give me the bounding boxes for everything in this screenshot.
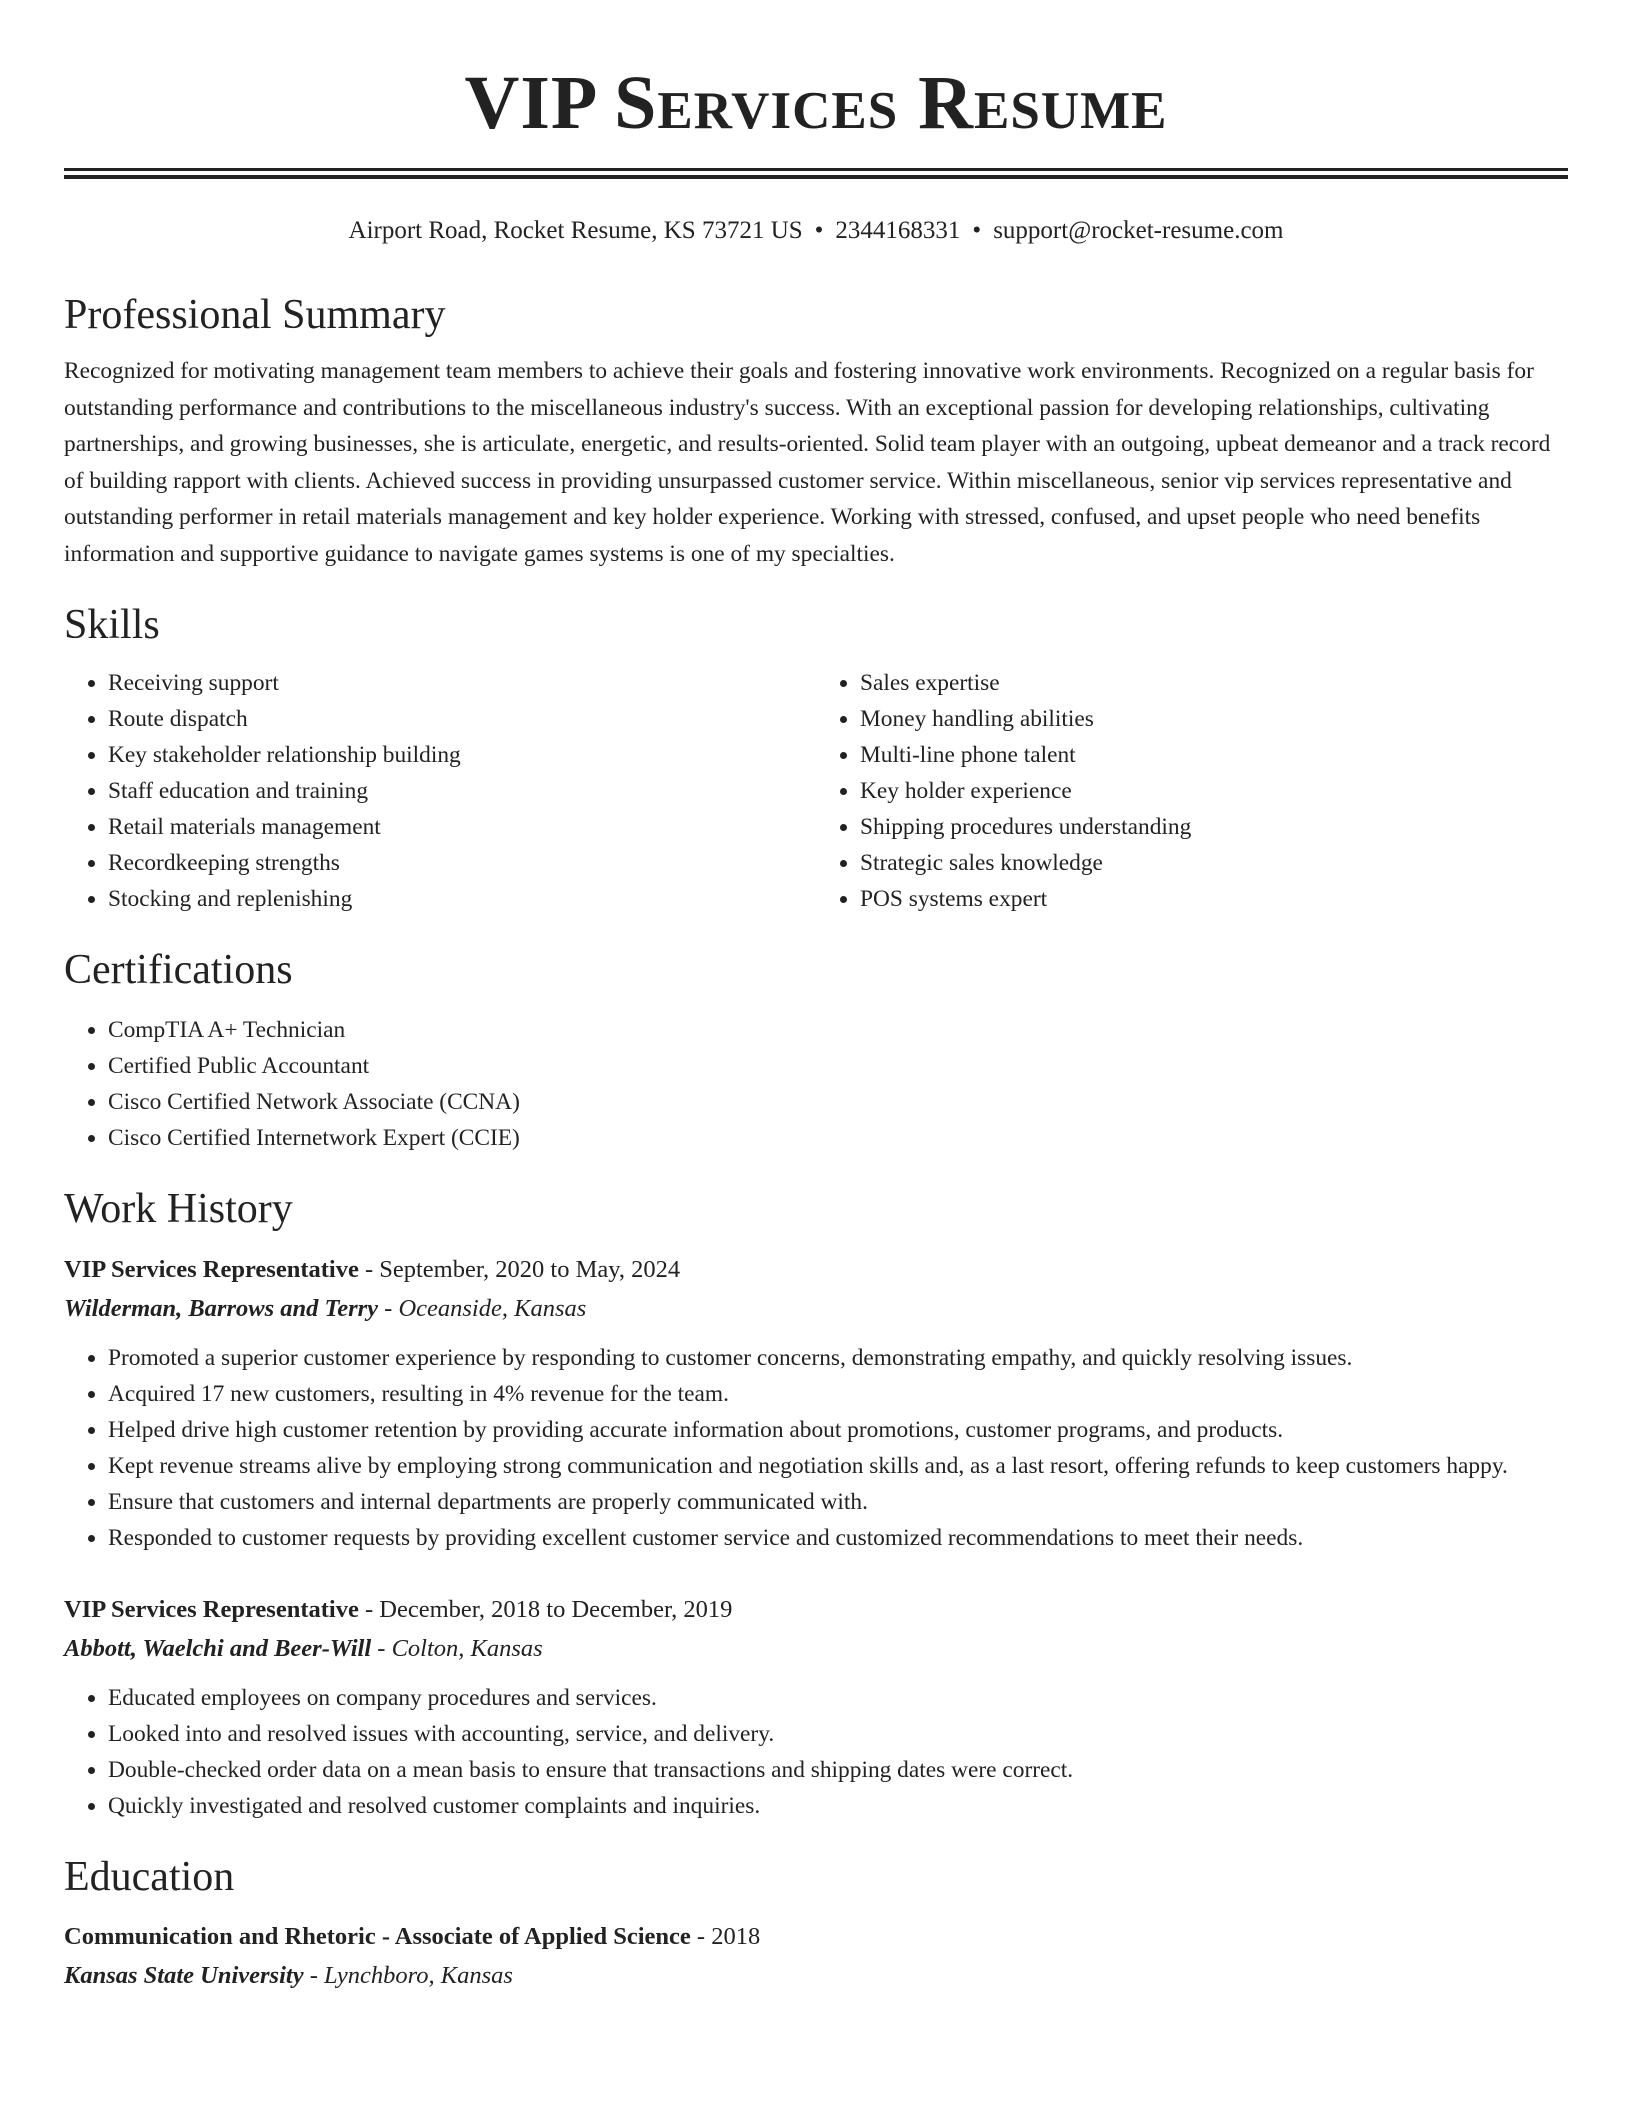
contact-line <box>64 215 1568 247</box>
job-bullet: • Ensure that customers and internal departments are properly communicated with. <box>108 1484 1568 1520</box>
job-company-line <box>64 1629 1568 1668</box>
job-title-line <box>64 1590 1568 1629</box>
job-bullet-list <box>64 1340 1568 1556</box>
job-bullet: • Responded to customer requests by providing excellent customer service and customized recommendations to meet their needs. <box>108 1520 1568 1556</box>
job-dates: - September, 2020 to May, 2024 <box>358 1256 681 1283</box>
skills-heading: Skills <box>64 602 160 648</box>
job-dates: - December, 2018 to December, 2019 <box>358 1596 733 1623</box>
job-company-line <box>64 1289 1568 1328</box>
skills-list-left <box>64 665 816 917</box>
skill-item: • Money handling abilities <box>860 701 1568 737</box>
certifications-heading: Certifications <box>64 947 293 993</box>
skill-item: • Route dispatch <box>108 701 816 737</box>
job-location: - Colton, Kansas <box>371 1635 543 1662</box>
title-divider <box>64 168 1568 179</box>
summary-text: Recognized for motivating management team members to achieve their goals and fostering innovative work environments. Recognized on a regular basis for outstanding performance and contributions to the miscellaneous industry's success. With an exceptional passion for developing relationships, cultivating partnerships, and growing businesses, she is articulate, energetic, and results-oriented. Solid team player with an outgoing, upbeat demeanor and a track record of building rapport with clients. Achieved success in providing unsurpassed customer service. Within miscellaneous, senior vip services representative and outstanding performer in retail materials management and key holder experience. Working with stressed, confused, and upset people who need benefits information and supportive guidance to navigate games systems is one of my specialties. <box>64 358 1551 567</box>
skills-list-right <box>816 665 1568 917</box>
job-location: - Oceanside, Kansas <box>378 1295 587 1322</box>
education-location: - Lynchboro, Kansas <box>303 1962 513 1989</box>
skill-item: • Stocking and replenishing <box>108 881 816 917</box>
certification-item: • Certified Public Accountant <box>108 1048 1568 1084</box>
education-school-line <box>64 1956 1568 1995</box>
skill-item: • Shipping procedures understanding <box>860 809 1568 845</box>
education-year: - 2018 <box>690 1923 761 1950</box>
skill-item: • Key stakeholder relationship building <box>108 737 816 773</box>
skill-item: • Sales expertise <box>860 665 1568 701</box>
bullet-separator: • <box>972 217 982 244</box>
education-school: Kansas State University <box>64 1962 304 1989</box>
page-title: VIP Services Resume <box>464 61 1168 145</box>
skill-item: • Multi-line phone talent <box>860 737 1568 773</box>
education-degree-line <box>64 1917 1568 1956</box>
job-role: VIP Services Representative <box>64 1256 359 1283</box>
contact-email: support@rocket-resume.com <box>993 217 1284 244</box>
skill-item: • Retail materials management <box>108 809 816 845</box>
job-bullet: • Looked into and resolved issues with accounting, service, and delivery. <box>108 1716 1568 1752</box>
skill-item: • POS systems expert <box>860 881 1568 917</box>
education-degree: Communication and Rhetoric - Associate of Applied Science <box>64 1923 691 1950</box>
job-bullet: • Educated employees on company procedures and services. <box>108 1680 1568 1716</box>
skill-item: • Strategic sales knowledge <box>860 845 1568 881</box>
job-company: Abbott, Waelchi and Beer-Will <box>64 1635 372 1662</box>
skills-columns <box>64 665 1568 917</box>
job-entry <box>64 1250 1568 1556</box>
job-company: Wilderman, Barrows and Terry <box>64 1295 379 1322</box>
job-bullet: • Kept revenue streams alive by employing strong communication and negotiation skills and, as a last resort, offering refunds to keep customers happy. <box>108 1448 1568 1484</box>
contact-address: Airport Road, Rocket Resume, KS 73721 US <box>348 217 803 244</box>
job-role: VIP Services Representative <box>64 1596 359 1623</box>
certification-item: • Cisco Certified Network Associate (CCNA) <box>108 1084 1568 1120</box>
job-bullet: • Quickly investigated and resolved customer complaints and inquiries. <box>108 1788 1568 1824</box>
work-history-heading: Work History <box>64 1186 293 1232</box>
bullet-separator: • <box>814 217 824 244</box>
skill-item: • Recordkeeping strengths <box>108 845 816 881</box>
skill-item: • Key holder experience <box>860 773 1568 809</box>
job-bullet: • Acquired 17 new customers, resulting in 4% revenue for the team. <box>108 1376 1568 1412</box>
job-title-line <box>64 1250 1568 1289</box>
summary-heading: Professional Summary <box>64 292 446 338</box>
certifications-list <box>64 1012 1568 1156</box>
job-entry <box>64 1590 1568 1824</box>
job-bullet: • Double-checked order data on a mean basis to ensure that transactions and shipping dates were correct. <box>108 1752 1568 1788</box>
job-bullet: • Helped drive high customer retention by providing accurate information about promotions, customer programs, and products. <box>108 1412 1568 1448</box>
job-bullet-list <box>64 1680 1568 1824</box>
job-bullet: • Promoted a superior customer experience by responding to customer concerns, demonstrating empathy, and quickly resolving issues. <box>108 1340 1568 1376</box>
certification-item: • CompTIA A+ Technician <box>108 1012 1568 1048</box>
contact-phone: 2344168331 <box>835 217 961 244</box>
education-heading: Education <box>64 1854 235 1900</box>
skill-item: • Staff education and training <box>108 773 816 809</box>
skill-item: • Receiving support <box>108 665 816 701</box>
certification-item: • Cisco Certified Internetwork Expert (CCIE) <box>108 1120 1568 1156</box>
